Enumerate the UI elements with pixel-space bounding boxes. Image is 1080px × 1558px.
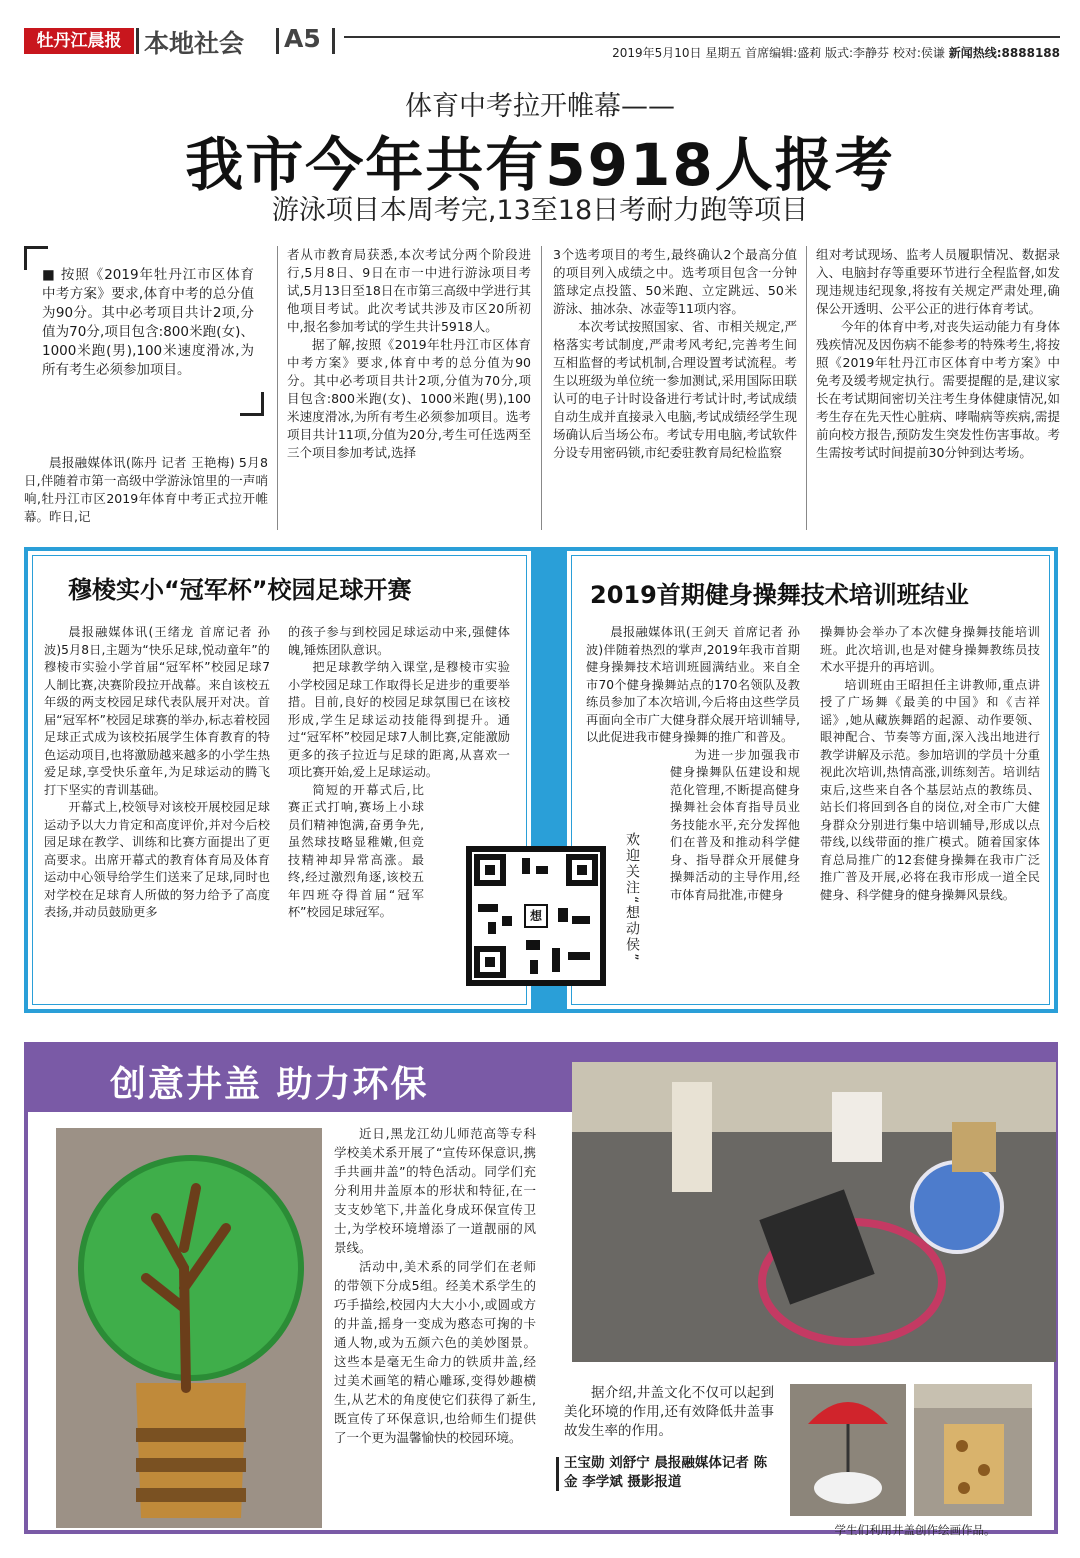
qr-finder-top-left	[474, 854, 506, 886]
qr-finder-bottom-left	[474, 946, 506, 978]
qr-center-logo: 想	[524, 904, 548, 928]
qr-module	[572, 916, 590, 924]
column-divider	[277, 246, 278, 530]
aerobics-column-2	[820, 624, 1040, 904]
manhole-paragraph-1: 近日,黑龙江幼儿师范高等专科学校美术系开展了“宣传环保意识,携手共画井盖”的特色活动。同学们充分利用井盖原本的形状和特征,在一支支妙笔下,井盖化身成环保宣传卫士,为学校环境增添了一道靓丽的风景线。	[334, 1126, 536, 1255]
lead-column-1	[24, 454, 268, 526]
newspaper-logo: 牡丹江晨报	[24, 28, 134, 54]
football-col2-paragraph-1: 的孩子参与到校园足球运动中来,强健体魄,锤炼团队意识。	[288, 625, 510, 657]
football-col1-paragraph-1: 晨报融媒体讯(王绪龙 首席记者 孙波)5月8日,主题为“快乐足球,悦动童年”的穆棱市实验小学首届“冠军杯”校园足球7人制比赛,决赛阶段拉开战幕。来自该校五年级的两支校园足球代表队展开对决。首届“冠军杯”校园足球赛的举办,标志着校园足球正式成为该校拓展学生体育教育的特色运动项目,也将激励越来越多的小学生热爱足球,享受快乐童年,为足球运动的腾飞打下坚实的青训基础。	[44, 625, 270, 797]
lead-column-4	[816, 246, 1060, 462]
lead-col2-paragraph-1: 者从市教育局获悉,本次考试分两个阶段进行,5月8日、9日在市一中进行游泳项目考试,5月13日至18日在市第三高级中学进行其他项目考试。此次考试共涉及市区20所初中,报名参加考试的学生共计5918人。	[287, 247, 531, 334]
lead-col4-paragraph-2: 今年的体育中考,对丧失运动能力有身体残疾情况及因伤病不能参考的特殊考生,将按照《2019年牡丹江市区体育中考方案》中免考及缓考规定执行。需要提醒的是,建议家长在考试期间密切关注考生身体健康情况,如考生存在先天性心脏病、哮喘病等疾病,需提前向校方报告,预防发生突发性伤害事故。考生需按考试时间提前30分钟到达考场。	[816, 319, 1060, 460]
qr-caption: 欢迎关注“想动侯”	[624, 832, 640, 963]
manhole-byline: 王宝勋 刘舒宁 晨报融媒体记者 陈金 李学斌 摄影报道	[564, 1454, 774, 1492]
qr-module	[552, 948, 560, 972]
photo-caption: 学生们利用井盖创作绘画作品。	[834, 1523, 996, 1537]
page-number: A5	[284, 24, 321, 53]
qr-module	[568, 952, 590, 960]
section-name: 本地社会	[144, 24, 244, 60]
qr-module	[488, 922, 496, 934]
news-hotline: 新闻热线:8888188	[948, 46, 1060, 60]
lead-col3-paragraph-2: 本次考试按照国家、省、市相关规定,严格落实考试制度,严肃考风考纪,完善考生间互相监督的考试机制,合理设置考试流程。考生以班级为单位统一参加测试,采用国际田联认可的电子计时设备进行考试计时,考试成绩自动生成并直接录入电脑,考试成绩经学生现场确认后当场公布。考试专用电脑,考试软件分设专用密码锁,市纪委驻教育局纪检监察	[553, 319, 797, 460]
umbrella-illustration	[790, 1384, 906, 1516]
tree-illustration	[56, 1128, 322, 1528]
lead-subhead: 游泳项目本周考完,13至18日考耐力跑等项目	[271, 195, 809, 226]
football-col1-paragraph-2: 开幕式上,校领导对该校开展校园足球运动予以大力肯定和高度评价,并对今后校园足球在教学、训练和比赛方面提出了更高要求。出席开幕式的教育体育局及体育运动中心领导给学生们送来了足球,同时也对学校在足球育人所做的努力给予了高度表扬,并动员鼓励更多	[44, 800, 270, 919]
manhole-paragraph-2: 活动中,美术系的同学们在老师的带领下分成5组。经美术系学生的巧手描绘,校园内大大小小,或圆或方的井盖,摇身一变成为憨态可掬的卡通人物,或为五颜六色的美妙图景。这些本是毫无生命力的铁质井盖,经过美术画笔的精心雕琢,变得妙趣横生,从艺术的角度使它们获得了新生,既宣传了环保意识,也给师生们提供了一个更为温馨愉快的校园环境。	[334, 1259, 536, 1445]
lead-kicker: 体育中考拉开帷幕——	[405, 91, 675, 122]
students-painting-photo	[572, 1062, 1056, 1362]
aerobics-col1-paragraph-1: 晨报融媒体讯(王剑天 首席记者 孙波)伴随着热烈的掌声,2019年我市首期健身操舞技术培训班圆满结业。来自全市70个健身操舞站点的170名领队及教练员参加了本次培训,今后将由这些学员再面向全市广大健身群众展开培训辅导,以此促进我市健身操舞的推广和普及。	[586, 625, 800, 744]
qr-module	[478, 904, 498, 912]
aerobics-column-1	[586, 624, 800, 904]
football-headline: 穆棱实小“冠军杯”校园足球开赛	[68, 576, 412, 604]
football-col2-paragraph-2: 把足球教学纳入课堂,是穆棱市实验小学校园足球工作取得长足进步的重要举措。目前,良好的校园足球氛围已在该校形成,学生足球运动技能得到提升。通过“冠军杯”校园足球7人制比赛,定能激励更多的孩子拉近与足球的距离,从喜欢一项比赛开始,爱上足球运动。	[288, 660, 510, 779]
qr-module	[558, 908, 568, 922]
giraffe-illustration	[914, 1384, 1032, 1516]
aerobics-col1-paragraph-2: 为进一步加强我市健身操舞队伍建设和规范化管理,不断提高健身操舞社会体育指导员业务技能水平,充分发挥他们在普及和推动科学健身、指导群众开展健身操舞活动的主导作用,经市体育局批准,市健身	[670, 747, 800, 902]
lead-column-2	[287, 246, 531, 462]
qr-module	[522, 858, 530, 874]
qr-module	[526, 940, 540, 950]
umbrella-manhole-photo	[790, 1384, 906, 1516]
corner-bracket-bottom-right	[240, 392, 264, 416]
football-col2-paragraph-3: 简短的开幕式后,比赛正式打响,赛场上小球员们精神饱满,奋勇争先,虽然球技略显稚嫩,但竞技精神却异常高涨。最终,经过激烈角逐,该校五年四班夺得首届“冠军杯”校园足球冠军。	[288, 782, 424, 919]
lead-col2-paragraph-2: 据了解,按照《2019年牡丹江市区体育中考方案》要求,体育中考的总分值为90分。其中必考项目共计2项,分值为70分,项目包含:800米跑(女)、1000米跑(男),100米速度滑冰,为所有考生必须参加项目。选考项目共计11项,分值为20分,考生可任选两至三个项目参加考试,选择	[287, 337, 531, 460]
qr-code[interactable]	[466, 846, 606, 986]
masthead	[24, 22, 1060, 62]
lead-col1-paragraph: 晨报融媒体讯(陈丹 记者 王艳梅) 5月8日,伴随着市第一高级中学游泳馆里的一声哨响,牡丹江市区2019年体育中考正式拉开帷幕。昨日,记	[24, 455, 268, 524]
lead-headline: 我市今年共有5918人报考	[185, 131, 895, 199]
qr-module	[502, 916, 512, 926]
lead-summary-box	[24, 246, 264, 416]
lead-summary-text: ■ 按照《2019年牡丹江市区体育中考方案》要求,体育中考的总分值为90分。其中必考项目共计2项,分值为70分,项目包含:800米跑(女)、1000米跑(男),100米速度滑冰,为所有考生必须参加项目。	[42, 267, 254, 378]
lead-column-3	[553, 246, 797, 462]
painting-scene-illustration	[572, 1062, 1056, 1362]
lead-col4-paragraph-1: 组对考试现场、监考人员履职情况、数据录入、电脑封存等重要环节进行全程监督,如发现违规违纪现象,将按有关规定严肃处理,确保公开透明、公平公正的进行体育考试。	[816, 247, 1060, 316]
dateline	[612, 44, 1060, 61]
qr-module	[530, 960, 538, 974]
header-rule	[344, 36, 1060, 38]
aerobics-headline: 2019首期健身操舞技术培训班结业	[590, 581, 969, 609]
manhole-body-column	[334, 1124, 536, 1447]
aerobics-col2-paragraph-2: 培训班由王昭担任主讲教师,重点讲授了广场舞《最美的中国》和《吉祥谣》,她从藏族舞蹈的起源、动作要领、眼神配合、节奏等方面,深入浅出地进行教学讲解及示范。参加培训的学员十分重视此次培训,热情高涨,训练刻苦。培训结束后,这些来自各个基层站点的教练员、站长们将回到各自的岗位,对全市广大健身群众分别进行集中培训辅导,形成以点带线,以线带面的推广模式。随着国家体育总局推广的12套健身操舞在我市广泛推广普及开展,必将在我市形成一道全民健身、科学健身的健身操舞风景线。	[820, 677, 1040, 902]
column-divider	[541, 246, 542, 530]
manhole-side-paragraph: 据介绍,井盖文化不仅可以起到美化环境的作用,还有效降低井盖事故发生率的作用。	[564, 1385, 774, 1439]
painted-manhole-tree-photo	[56, 1128, 322, 1528]
qr-module	[536, 866, 548, 874]
giraffe-manhole-photo	[914, 1384, 1032, 1516]
aerobics-col2-paragraph-1: 操舞协会举办了本次健身操舞技能培训班。此次培训,也是对健身操舞教练员技术水平提升的再培训。	[820, 625, 1040, 674]
football-column-1	[44, 624, 270, 922]
manhole-headline: 创意井盖 助力环保	[110, 1064, 429, 1105]
manhole-side-note	[564, 1384, 774, 1441]
column-divider	[806, 246, 807, 530]
dateline-text: 2019年5月10日 星期五 首席编辑:盛莉 版式:李静芬 校对:侯谦	[612, 46, 945, 60]
lead-col3-paragraph-1: 3个选考项目的考生,最终确认2个最高分值的项目列入成绩之中。选考项目包含一分钟篮球定点投篮、50米跑、立定跳远、50米游泳、抽冰杂、冰壶等11项内容。	[553, 247, 797, 316]
